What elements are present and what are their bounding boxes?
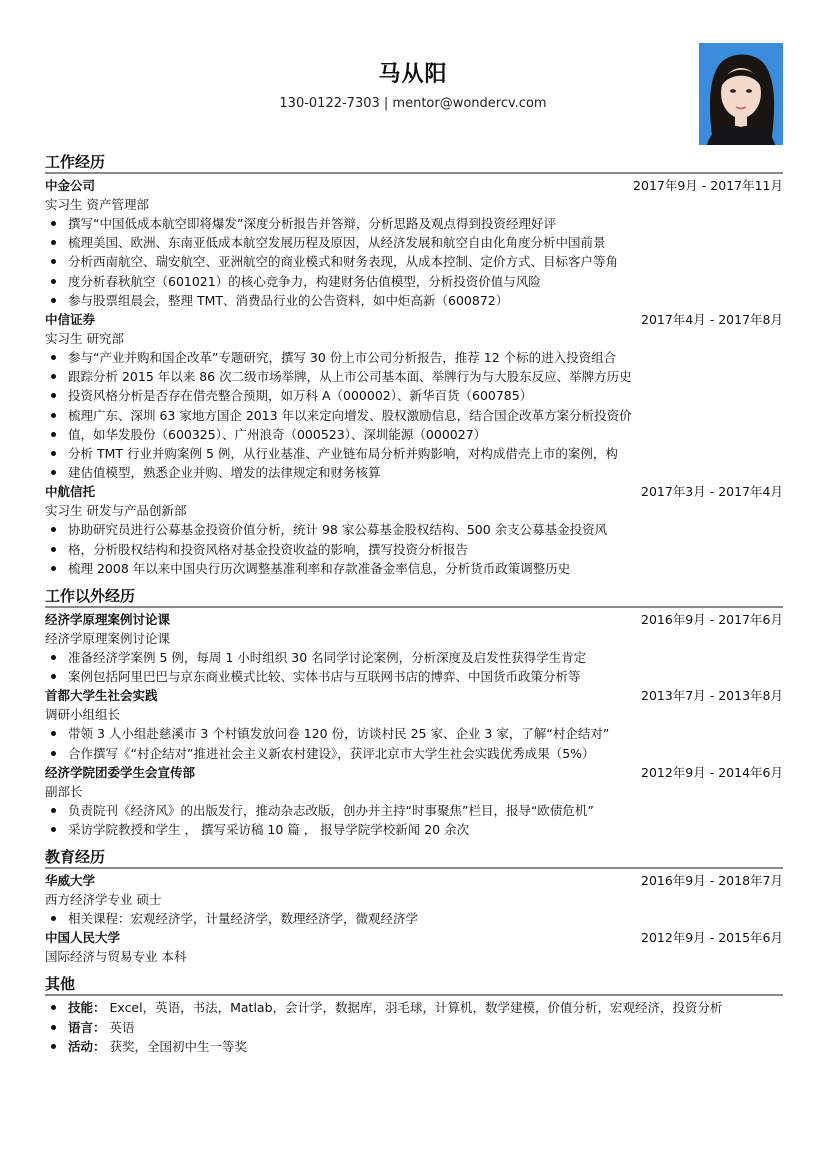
bullet-item: 撰写“中国低成本航空即将爆发”深度分析报告并答辩，分析思路及观点得到投资经理好评: [45, 214, 783, 233]
languages-item: [45, 1018, 783, 1037]
bullet-item: 协助研究员进行公募基金投资价值分析，统计 98 家公募基金股权结构、500 余支公募基金投资风: [45, 520, 783, 539]
org-name: 经济学原理案例讨论课: [45, 612, 171, 628]
extra-entry: [45, 763, 783, 839]
degree: 国际经济与贸易专业 本科: [45, 949, 187, 965]
bullet-item: 带领 3 人小组赴慈溪市 3 个村镇发放问卷 120 份，访谈村民 25 家、企业 3 家，了解“村企结对”: [45, 724, 783, 743]
item-value: 英语: [105, 1019, 135, 1035]
work-entry: [45, 176, 783, 310]
section-title: 工作经历: [45, 152, 783, 174]
bullet-item: 分析西南航空、瑞安航空、亚洲航空的商业模式和财务表现，从成本控制、定价方式、目标客户等角: [45, 252, 783, 271]
bullet-item: 分析 TMT 行业并购案例 5 例，从行业基准、产业链布局分析并购影响，对构成借壳上市的案例，构: [45, 444, 783, 463]
bullet-item: 梳理 2008 年以来中国央行历次调整基准利率和存款准备金率信息，分析货币政策调整历史: [45, 559, 783, 578]
portrait-photo: [699, 43, 783, 145]
activities-item: [45, 1037, 783, 1056]
section-work-experience: [45, 152, 783, 578]
bullet-item: 合作撰写《“村企结对”推进社会主义新农村建设》，获评北京市大学生社会实践优秀成果（5%）: [45, 744, 783, 763]
role: 实习生 研发与产品创新部: [45, 503, 187, 519]
section-title: 教育经历: [45, 847, 783, 869]
section-title: 其他: [45, 974, 783, 996]
date-range: 2013年7月 - 2013年8月: [641, 688, 783, 704]
degree: 西方经济学专业 硕士: [45, 892, 162, 908]
resume-content: [45, 152, 783, 1058]
bullet-item: 梳理美国、欧洲、东南亚低成本航空发展历程及原因，从经济发展和航空自由化角度分析中国前景: [45, 233, 783, 252]
school-name: 华威大学: [45, 873, 96, 889]
bullet-item: 度分析春秋航空（601021）的核心竞争力，构建财务估值模型，分析投资价值与风险: [45, 272, 783, 291]
extra-entry: [45, 686, 783, 762]
item-label: 技能：: [68, 1000, 106, 1016]
bullet-item: 负责院刊《经济风》的出版发行，推动杂志改版，创办并主持“时事聚焦”栏目，报导“欧债危机”: [45, 801, 783, 820]
section-title: 工作以外经历: [45, 586, 783, 608]
date-range: 2017年9月 - 2017年11月: [633, 178, 783, 193]
bullet-item: 案例包括阿里巴巴与京东商业模式比较、实体书店与互联网书店的博弈、中国货币政策分析等: [45, 667, 783, 686]
bullet-item: 参与“产业并购和国企改革”专题研究，撰写 30 份上市公司分析报告，推荐 12 个标的进入投资组合: [45, 348, 783, 367]
date-range: 2012年9月 - 2015年6月: [641, 930, 783, 946]
role: 调研小组组长: [45, 707, 121, 723]
date-range: 2016年9月 - 2017年6月: [641, 612, 783, 628]
org-name: 首都大学生社会实践: [45, 688, 158, 704]
extra-entry: [45, 610, 783, 686]
bullet-item: 投资风格分析是否存在借壳整合预期，如万科 A（000002）、新华百货（600785）: [45, 386, 783, 405]
bullet-item: 参与股票组晨会，整理 TMT、消费品行业的公告资料，如中炬高新（600872）: [45, 291, 783, 310]
candidate-name: 马从阳: [378, 62, 448, 87]
org-name: 中航信托: [45, 484, 96, 500]
role: 经济学原理案例讨论课: [45, 631, 171, 647]
item-label: 活动：: [68, 1038, 106, 1054]
role: 副部长: [45, 783, 83, 799]
bullet-item: 梳理广东、深圳 63 家地方国企 2013 年以来定向增发、股权激励信息，结合国企改革方案分析投资价: [45, 406, 783, 425]
bullet-item: 建估值模型，熟悉企业并购、增发的法律规定和财务核算: [45, 463, 783, 482]
date-range: 2017年3月 - 2017年4月: [641, 484, 783, 500]
portrait-icon: [699, 43, 783, 145]
bullet-item: 值，如华发股份（600325）、广州浪奇（000523）、深圳能源（000027）: [45, 425, 783, 444]
contact-info: 130-0122-7303 | mentor@wondercv.com: [279, 96, 547, 111]
bullet-item: 采访学院教授和学生 ， 撰写采访稿 10 篇 ， 报导学院学校新闻 20 余次: [45, 820, 783, 839]
item-label: 语言：: [68, 1019, 106, 1035]
education-entry: [45, 928, 783, 966]
date-range: 2012年9月 - 2014年6月: [641, 764, 783, 780]
bullet-item: 准备经济学案例 5 例，每周 1 小时组织 30 名同学讨论案例，分析深度及启发性获得学生肯定: [45, 648, 783, 667]
org-name: 中金公司: [45, 178, 96, 193]
bullet-item: 跟踪分析 2015 年以来 86 次二级市场举牌，从上市公司基本面、举牌行为与大股东反应、举牌方历史: [45, 367, 783, 386]
education-entry: [45, 871, 783, 928]
org-name: 经济学院团委学生会宣传部: [45, 764, 196, 780]
item-value: Excel，英语，书法，Matlab，会计学，数据库，羽毛球，计算机，数学建模，价值分析，宏观经济，投资分析: [105, 1000, 723, 1016]
role: 实习生 研究部: [45, 331, 124, 347]
skills-item: [45, 998, 783, 1017]
work-entry: [45, 310, 783, 482]
date-range: 2017年4月 - 2017年8月: [641, 312, 783, 328]
work-entry: [45, 482, 783, 578]
role: 实习生 资产管理部: [45, 197, 149, 212]
date-range: 2016年9月 - 2018年7月: [641, 873, 783, 889]
section-education: [45, 847, 783, 966]
bullet-item: 相关课程：宏观经济学，计量经济学，数理经济学，微观经济学: [45, 909, 783, 928]
bullet-item: 格，分析股权结构和投资风格对基金投资收益的影响，撰写投资分析报告: [45, 540, 783, 559]
school-name: 中国人民大学: [45, 930, 121, 946]
item-value: 获奖，全国初中生一等奖: [105, 1038, 247, 1054]
section-extracurricular: [45, 586, 783, 839]
section-other: [45, 974, 783, 1056]
org-name: 中信证券: [45, 312, 96, 328]
